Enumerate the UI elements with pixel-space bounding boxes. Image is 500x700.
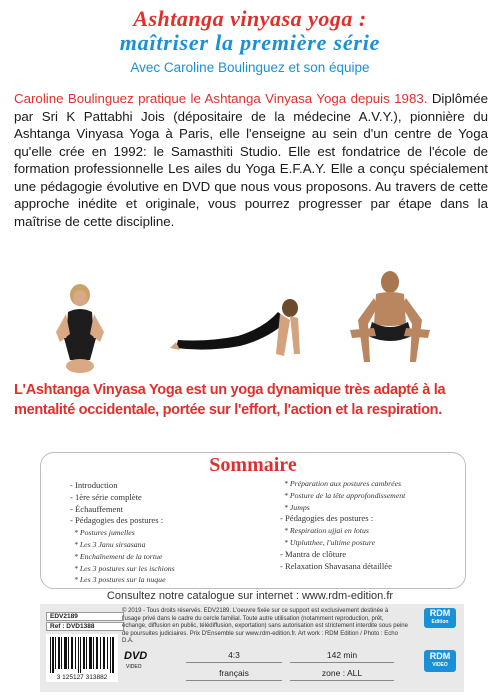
list-item: * Les 3 Janu sirsasana [74,539,146,549]
product-code: EDV2189 [46,612,124,621]
language-value: français [186,666,282,681]
list-item: * Jumps [284,502,310,512]
title-line-2: maîtriser la première série [119,30,381,55]
barcode-number: 3 125127 313882 [56,674,108,681]
rdm-edition-logo [424,608,456,628]
title-line-1: Ashtanga vinyasa yoga : [133,6,367,31]
subtitle: Avec Caroline Boulinguez et son équipe [130,60,370,75]
rdm-logo-text: RDM [429,608,451,618]
legal-notice: © 2019 - Tous droits réservés. EDV2189. L'oeuvre fixée sur ce support est exclusivement destinée à l'usage privé dans le cadre du cercle familial. Toute autre utilisation (notamment reproduction, prêt, échange, diffusion en public, télédiffusion, exportation) sans autorisation est strictement interdite sous peine de poursuites judiciaires. Prix D'Ensemble sur www.rdm-edition.fr. Art work : RDM Edition / Photo : Echo D.A. [122,608,408,645]
sommaire-column-1 [70,480,175,586]
description-highlight: Caroline Boulinguez pratique le Ashtanga Vinyasa Yoga depuis 1983. [14,91,428,106]
sommaire-title: Sommaire [209,454,297,476]
list-item: - Échauffement [70,503,124,514]
list-item: * Les 3 postures sur les ischions [74,563,175,573]
list-item: - Mantra de clôture [280,548,347,559]
list-item: * Respiration ujjai en lotus [284,526,369,536]
list-item: - Introduction [70,480,118,490]
list-item: * Posture de la tête approfondissement [284,490,406,500]
reference-code: Ref : DVD1388 [46,622,124,631]
sommaire-column-2 [280,478,405,572]
description [14,90,488,230]
dvd-logo-subtext: VIDEO [126,664,142,670]
catalog-link-text: Consultez notre catalogue sur internet : www.rdm-edition.fr [106,590,394,602]
rdm-logo-subtext: Edition [431,619,449,625]
yoga-pose-photo-2 [168,298,318,366]
list-item: * Les 3 postures sur la nuque [74,575,166,585]
zone-value: zone : ALL [290,666,394,681]
list-item: - Relaxation Shavasana détaillée [280,560,392,571]
description-body: Diplômée par Sri K Pattabhi Jois (dépositaire de la médecine A.V.Y.), pionnière du Ashtanga Vinyasa Yoga à Paris, elle l'enseigne au sein d'un centre de Yoga qu'elle crée en 1992: le Samasthiti Studio. Elle est fondatrice de l'école de formation professionnelle Les ailes du Yoga E.F.A.Y. Elle a conçu spécialement une pédagogie évolutive en DVD que nous vous proposons. Au travers de cette approche inédite et originale, vous pourrez progresser par étape dans la maîtrise de cette discipline. [14,91,488,229]
rdm-video-logo-text: RDM [429,651,451,661]
dvd-video-logo [124,650,147,662]
yoga-pose-photo-3 [340,270,440,374]
tagline: L'Ashtanga Vinyasa Yoga est un yoga dynamique très adapté à la mentalité occidentale, portée sur l'effort, l'action et la respiration. [14,382,446,418]
list-item: * Postures jumelles [74,528,135,538]
dvd-logo-text: DVD [124,650,148,662]
duration-value: 142 min [290,648,394,663]
list-item: * Enchaînement de la tortue [74,551,163,561]
rdm-video-logo-subtext: VIDEO [432,662,448,668]
rdm-video-logo [424,650,456,672]
list-item: * Préparation aux postures cambrées [284,479,402,488]
format-value: 4:3 [186,648,282,663]
yoga-pose-photo-1 [50,282,120,374]
list-item: - Pédagogies des postures : [280,513,374,524]
list-item: - 1ère série complète [70,491,142,502]
list-item: - Pédagogies des postures : [70,515,164,526]
list-item: * Utplutthee, l'ultime posture [284,537,376,547]
